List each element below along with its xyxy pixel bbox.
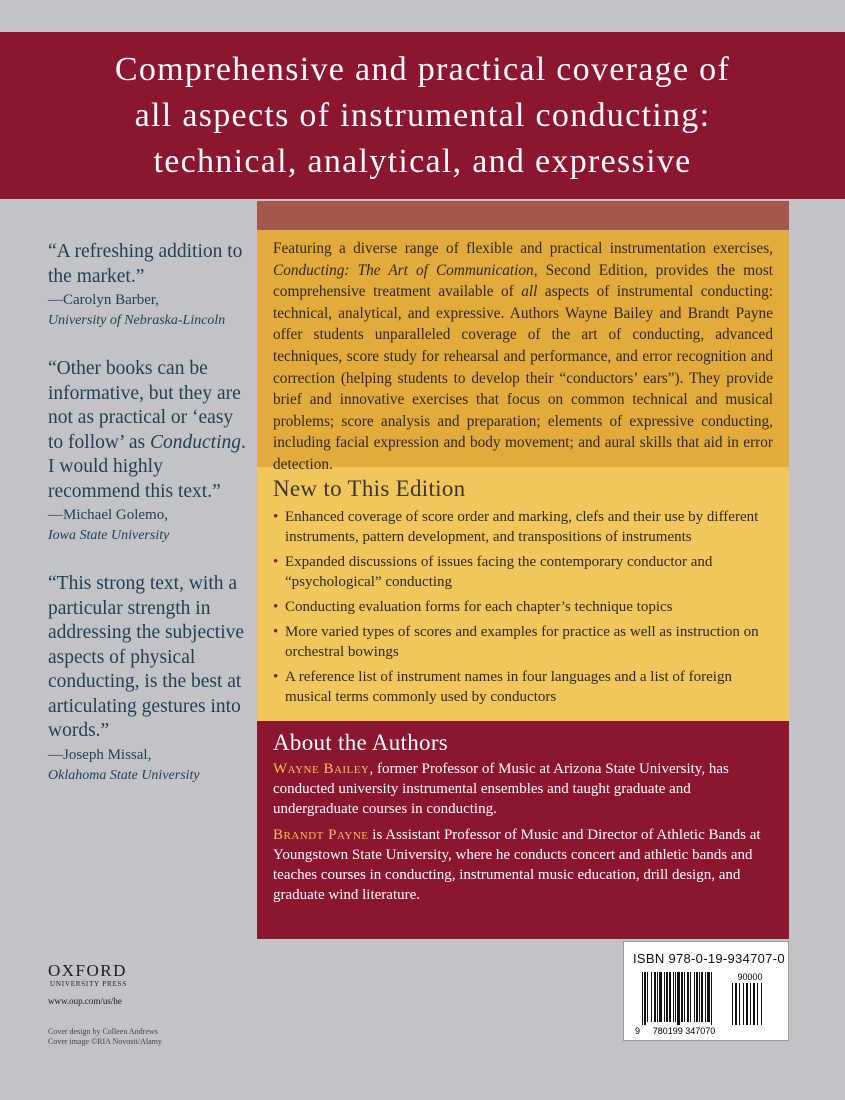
- list-item: • More varied types of scores and examples for practice as well as instruction on orchestral bowings: [273, 624, 759, 660]
- about-authors-section: [257, 721, 789, 939]
- banner-line-1: Comprehensive and practical coverage of: [114, 50, 731, 88]
- author-name: Wayne Bailey: [273, 761, 370, 777]
- top-banner: [0, 32, 845, 199]
- design-credit: Cover design by Colleen Andrews: [48, 1027, 158, 1036]
- quote-institution: Oklahoma State University: [48, 767, 200, 783]
- bullet-icon: •: [273, 669, 279, 685]
- new-edition-section: [257, 467, 789, 721]
- quote-institution: Iowa State University: [48, 528, 170, 543]
- author-name: Brandt Payne: [273, 827, 369, 843]
- publisher-name: OXFORD: [48, 961, 127, 980]
- barcode-bars-main: [642, 972, 712, 1025]
- banner-line-2: all aspects of instrumental conducting:: [134, 96, 711, 134]
- isbn-text: ISBN 978-0-19-934707-0: [633, 951, 785, 966]
- quote-text: “Other books can be informative, but they are not as practical or ‘easy to follow’ as Conducting. I would highly recommend this text.”: [48, 358, 246, 502]
- new-edition-heading: New to This Edition: [273, 476, 466, 501]
- quote-text: “A refreshing addition to the market.”: [48, 241, 243, 287]
- author-bio: Wayne Bailey, former Professor of Music at Arizona State University, has conducted university instrumental ensembles and taught graduate and undergraduate courses in conducting.: [273, 761, 729, 817]
- quote-text: “This strong text, with a particular strength in addressing the subjective aspects of physical conducting, is the best at articulating gestures into words.”: [48, 573, 245, 741]
- bullet-icon: •: [273, 624, 279, 640]
- quote-author: —Joseph Missal,: [48, 746, 152, 763]
- bullet-icon: •: [273, 509, 279, 525]
- barcode-lead-digit: 9: [635, 1026, 641, 1036]
- barcode-bars-addon: [732, 983, 762, 1025]
- price-code: 90000: [737, 972, 763, 982]
- publisher-url: www.oup.com/us/he: [48, 996, 122, 1006]
- list-item: • Expanded discussions of issues facing the contemporary conductor and “psychological” conducting: [273, 554, 713, 590]
- banner-line-3: technical, analytical, and expressive: [153, 142, 692, 180]
- new-edition-list: [273, 507, 773, 707]
- quote-institution: University of Nebraska-Lincoln: [48, 313, 226, 328]
- list-item: • A reference list of instrument names in four languages and a list of foreign musical terms commonly used by conductors: [273, 669, 732, 705]
- cover-credits: [48, 1027, 162, 1047]
- publisher-logo: [48, 962, 127, 1006]
- quote-author: —Michael Golemo,: [48, 507, 168, 523]
- barcode-box: [623, 941, 789, 1041]
- main-column: [257, 201, 789, 939]
- list-item: • Enhanced coverage of score order and marking, clefs and their use by different instruments, pattern development, and transpositions of instruments: [273, 509, 759, 545]
- quote-2: [48, 357, 248, 545]
- book-description: Featuring a diverse range of flexible and practical instrumentation exercises, Conducting: The Art of Communication, Second Edition, provides the most comprehensive treatment available of all aspects of instrumental conducting: technical, analytical, and expressive. Authors Wayne Bailey and Brandt Payne offer students unparalleled coverage of the art of conducting, advanced techniques, score study for rehearsal and performance, and error recognition and correction (helping students to develop their “conductors’ ears”). They provide brief and innovative exercises that focus on common technical and musical problems; score analysis and preparation; elements of expressive conducting, including facial expression and body movement; and aural skills that aid in error detection.: [257, 230, 789, 467]
- quote-author: —Carolyn Barber,: [48, 292, 160, 308]
- barcode-number: 780199 347070: [652, 1026, 716, 1036]
- image-credit: Cover image ©RIA Novosti/Alamy: [48, 1037, 162, 1046]
- quote-1: [48, 240, 248, 330]
- bullet-icon: •: [273, 554, 279, 570]
- quote-3: [48, 572, 248, 785]
- endorsement-sidebar: [48, 240, 248, 812]
- decorative-stripe: [257, 201, 789, 230]
- list-item: • Conducting evaluation forms for each chapter’s technique topics: [273, 599, 673, 615]
- author-bio: Brandt Payne is Assistant Professor of Music and Director of Athletic Bands at Youngstown State University, where he conducts concert and athletic bands and teaches courses in conducting, instrumental music education, drill design, and graduate wind literature.: [273, 827, 761, 903]
- about-heading: About the Authors: [273, 730, 449, 755]
- publisher-subtitle: UNIVERSITY PRESS: [50, 980, 127, 988]
- barcode-graphic: [632, 972, 782, 1036]
- bullet-icon: •: [273, 599, 279, 615]
